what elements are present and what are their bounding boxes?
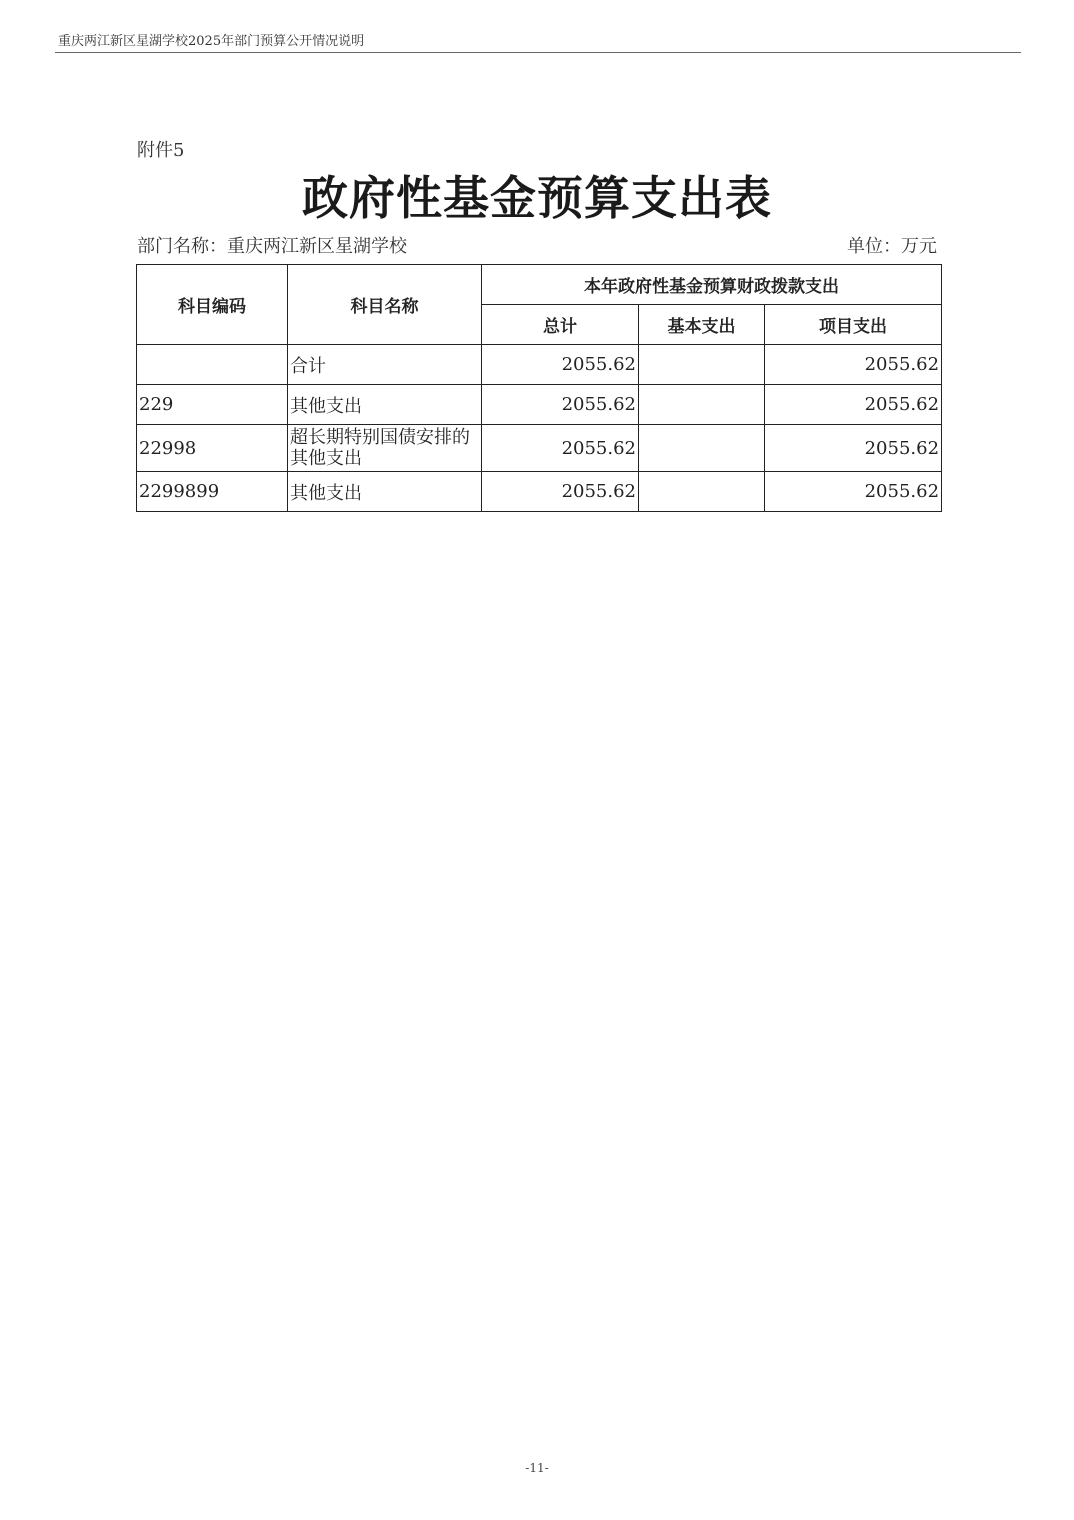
header-group: 本年政府性基金预算财政拨款支出 (482, 265, 942, 305)
document-title: 政府性基金预算支出表 (302, 171, 772, 225)
cell-name: 超长期特别国债安排的其他支出 (288, 425, 482, 472)
budget-table (136, 264, 942, 512)
table-row (137, 385, 942, 425)
cell-basic (639, 345, 765, 385)
attachment-label: 附件5 (137, 140, 185, 161)
header-basic: 基本支出 (639, 305, 765, 345)
unit-label: 单位：万元 (847, 236, 937, 257)
cell-basic (639, 472, 765, 512)
cell-project: 2055.62 (765, 425, 942, 472)
header-name: 科目名称 (288, 265, 482, 345)
page-number: -11- (525, 1461, 549, 1475)
table-row (137, 345, 942, 385)
cell-project: 2055.62 (765, 345, 942, 385)
table-row (137, 472, 942, 512)
cell-total: 2055.62 (482, 472, 639, 512)
cell-basic (639, 385, 765, 425)
cell-name: 合计 (288, 345, 482, 385)
cell-total: 2055.62 (482, 425, 639, 472)
running-header: 重庆两江新区星湖学校2025年部门预算公开情况说明 (58, 34, 365, 49)
header-total: 总计 (482, 305, 639, 345)
cell-code: 2299899 (137, 472, 288, 512)
header-code: 科目编码 (137, 265, 288, 345)
cell-code: 229 (137, 385, 288, 425)
cell-name: 其他支出 (288, 472, 482, 512)
cell-project: 2055.62 (765, 385, 942, 425)
cell-name: 其他支出 (288, 385, 482, 425)
cell-project: 2055.62 (765, 472, 942, 512)
cell-code: 22998 (137, 425, 288, 472)
header-project: 项目支出 (765, 305, 942, 345)
department-name: 部门名称：重庆两江新区星湖学校 (137, 236, 407, 257)
cell-total: 2055.62 (482, 385, 639, 425)
cell-total: 2055.62 (482, 345, 639, 385)
cell-code (137, 345, 288, 385)
table-row (137, 425, 942, 472)
cell-basic (639, 425, 765, 472)
header-rule (55, 52, 1021, 53)
